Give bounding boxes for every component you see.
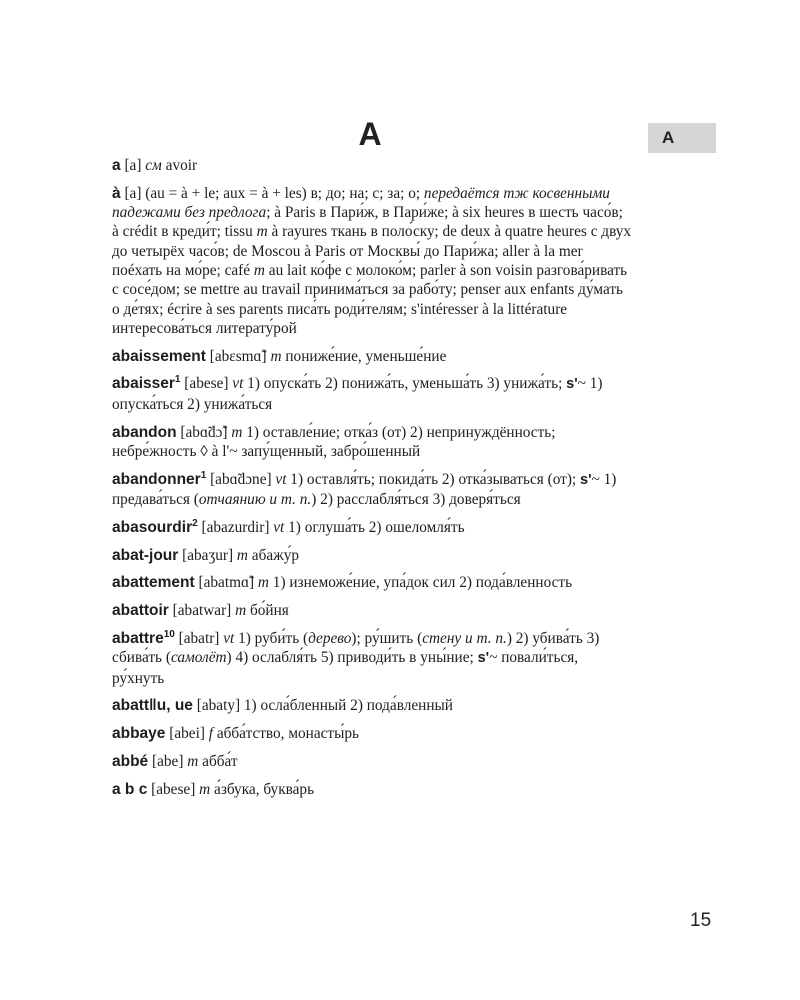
entry-text: ~ повали́ться, ру́хнуть [112, 649, 579, 687]
entry-abattre [112, 629, 632, 688]
entry-text: à rayures ткань в поло́ску; de deux à quatre heures с двух до четырёх часо́в; de Moscou à Paris от Москвы́ до Пари́жа; aller à la mer поéхать на мо́ре; café [112, 223, 632, 279]
entry-text: абба́т [198, 752, 238, 770]
entry-text: абба́тство, монасты́рь [213, 725, 360, 743]
headword: abattement [112, 574, 195, 592]
entry-abasourdir [112, 518, 632, 537]
headword: abaisser [112, 375, 175, 393]
alphabet-tab: A [648, 123, 716, 153]
entry-a [112, 156, 632, 175]
conjugation-number: 10 [163, 628, 175, 640]
reflexive-marker: s' [566, 376, 578, 393]
headword: abattoir [112, 602, 169, 620]
gender-label: m [253, 261, 265, 279]
reflexive-marker: s' [477, 650, 490, 667]
headword: a b c [112, 780, 148, 798]
grammar-label: vt [275, 470, 287, 488]
usage-note: передаётся тж косвенными падежами без предлога [112, 184, 610, 222]
entry-a-grave [112, 184, 632, 338]
entry-text: 1) опуска́ть 2) понижа́ть, уменьша́ть 3) унижа́ть; [243, 375, 567, 393]
entry-abattement [112, 573, 632, 592]
entry-text: 1) оставля́ть; покида́ть 2) отка́зываться (от); [286, 470, 581, 488]
entry-text: абажу́р [247, 546, 300, 564]
entry-text: ~ 1) опуска́ться 2) унижа́ться [112, 375, 603, 413]
conjugation-number: 2 [192, 517, 198, 529]
gender-label: m [231, 423, 243, 441]
reflexive-marker: s' [580, 471, 592, 488]
entry-text: ~ 1) предава́ться ( [112, 470, 617, 508]
headword: abandonner [112, 470, 201, 488]
headword: abandon [112, 423, 177, 441]
entry-text: [abatwar] [168, 602, 236, 620]
entry-text: 1) оставле́ние; отка́з (от) 2) непринуждённость; небре́жность ◊ à l'~ запу́щенный, забро́шенный [112, 423, 556, 460]
entry-abandonner [112, 470, 632, 510]
headword: à [112, 184, 121, 202]
entry-text: avoir [161, 157, 198, 174]
entry-text: [abɑ̃dɔ̃] [176, 423, 232, 441]
entry-abc [112, 780, 632, 799]
entry-abandon [112, 423, 632, 462]
entry-abattu [112, 696, 632, 715]
conjugation-number: 1 [174, 374, 181, 386]
usage-note: стену и т. п. [422, 629, 507, 647]
entry-text: [a] [120, 157, 146, 174]
entry-text: [abe] [148, 752, 188, 770]
headword: abasourdir [112, 518, 193, 536]
entry-text: ) 2) убива́ть 3) сбива́ть ( [112, 629, 600, 667]
entry-text: [abɛsmɑ̃] [205, 347, 271, 365]
entry-abbe [112, 752, 632, 771]
gender-label: m [256, 223, 268, 241]
entry-text: [abazurdir] [197, 518, 274, 536]
entry-text: 1) оглуша́ть 2) ошеломля́ть [284, 518, 465, 536]
usage-note: дерево [308, 629, 352, 647]
entry-abbaye [112, 724, 632, 743]
entry-text: пониже́ние, уменьше́ние [281, 347, 447, 365]
usage-note: самолёт [170, 649, 227, 667]
headword: abatt‖u, ue [112, 697, 193, 715]
entry-text: [abei] [165, 725, 209, 743]
headword: abat-jour [112, 546, 179, 564]
entry-text: ); ру́шить ( [351, 629, 423, 647]
gender-label: m [257, 574, 269, 592]
dictionary-entries [112, 156, 632, 808]
entry-abattoir [112, 601, 632, 620]
entry-text: ; à Paris в Пари́ж, в Пари́же; à six heures в шесть часо́в; à crédit в креди́т; tissu [112, 204, 623, 241]
entry-abat-jour [112, 546, 632, 565]
gender-label: m [235, 602, 247, 620]
headword: abbé [112, 752, 149, 770]
gender-label: m [236, 546, 248, 564]
entry-text: а́збука, буква́рь [210, 780, 315, 798]
entry-abaisser [112, 374, 632, 414]
entry-text: бо́йня [246, 602, 289, 620]
headword: abbaye [112, 725, 166, 743]
grammar-label: vt [232, 375, 244, 393]
entry-text: [abese] [180, 375, 233, 393]
entry-text: au lait ко́фе с молоко́м; parler à son voisin разгова́ривать с сосе́дом; se mettre au travail принима́ться за рабо́ту; penser aux enfants ду́мать о де́тях; écrire à ses parents писа́ть роди́телям; s'intéresser à la littérature интересова́ться литерату́рой [112, 261, 628, 337]
entry-text: 1) изнеможе́ние, упа́док сил 2) пода́вленность [268, 574, 573, 592]
entry-text: [abese] [147, 780, 200, 798]
gender-label: f [208, 725, 213, 743]
entry-text: [abaʒur] [178, 546, 237, 564]
headword: abaissement [112, 347, 206, 365]
entry-text: ) 2) расслабля́ться 3) доверя́ться [311, 490, 521, 508]
gender-label: m [187, 752, 199, 770]
grammar-label: vt [273, 518, 285, 536]
gender-label: m [199, 780, 211, 798]
entry-text: [abaty] 1) осла́бленный 2) пода́вленный [192, 697, 453, 715]
grammar-label: vt [223, 629, 235, 647]
entry-text: [a] (au = à + le; aux = à + les) в; до; на; с; за; о; [120, 184, 424, 202]
headword: abattre [112, 629, 164, 647]
entry-text: [abatr] [174, 629, 224, 647]
entry-text: [abɑ̃dɔne] [206, 470, 276, 488]
conjugation-number: 1 [200, 469, 207, 481]
headword: a [112, 157, 121, 174]
section-heading: A [358, 116, 382, 152]
entry-abaissement [112, 347, 632, 366]
entry-text: 1) руби́ть ( [234, 629, 309, 647]
entry-text: [abatmɑ̃] [194, 574, 258, 592]
page-number: 15 [690, 910, 712, 931]
gender-label: m [270, 347, 282, 365]
entry-text: ) 4) ослабля́ть 5) приводи́ть в уны́ние; [226, 649, 478, 667]
abbreviation: см [145, 157, 162, 174]
usage-note: отчаянию и т. п. [198, 490, 312, 508]
